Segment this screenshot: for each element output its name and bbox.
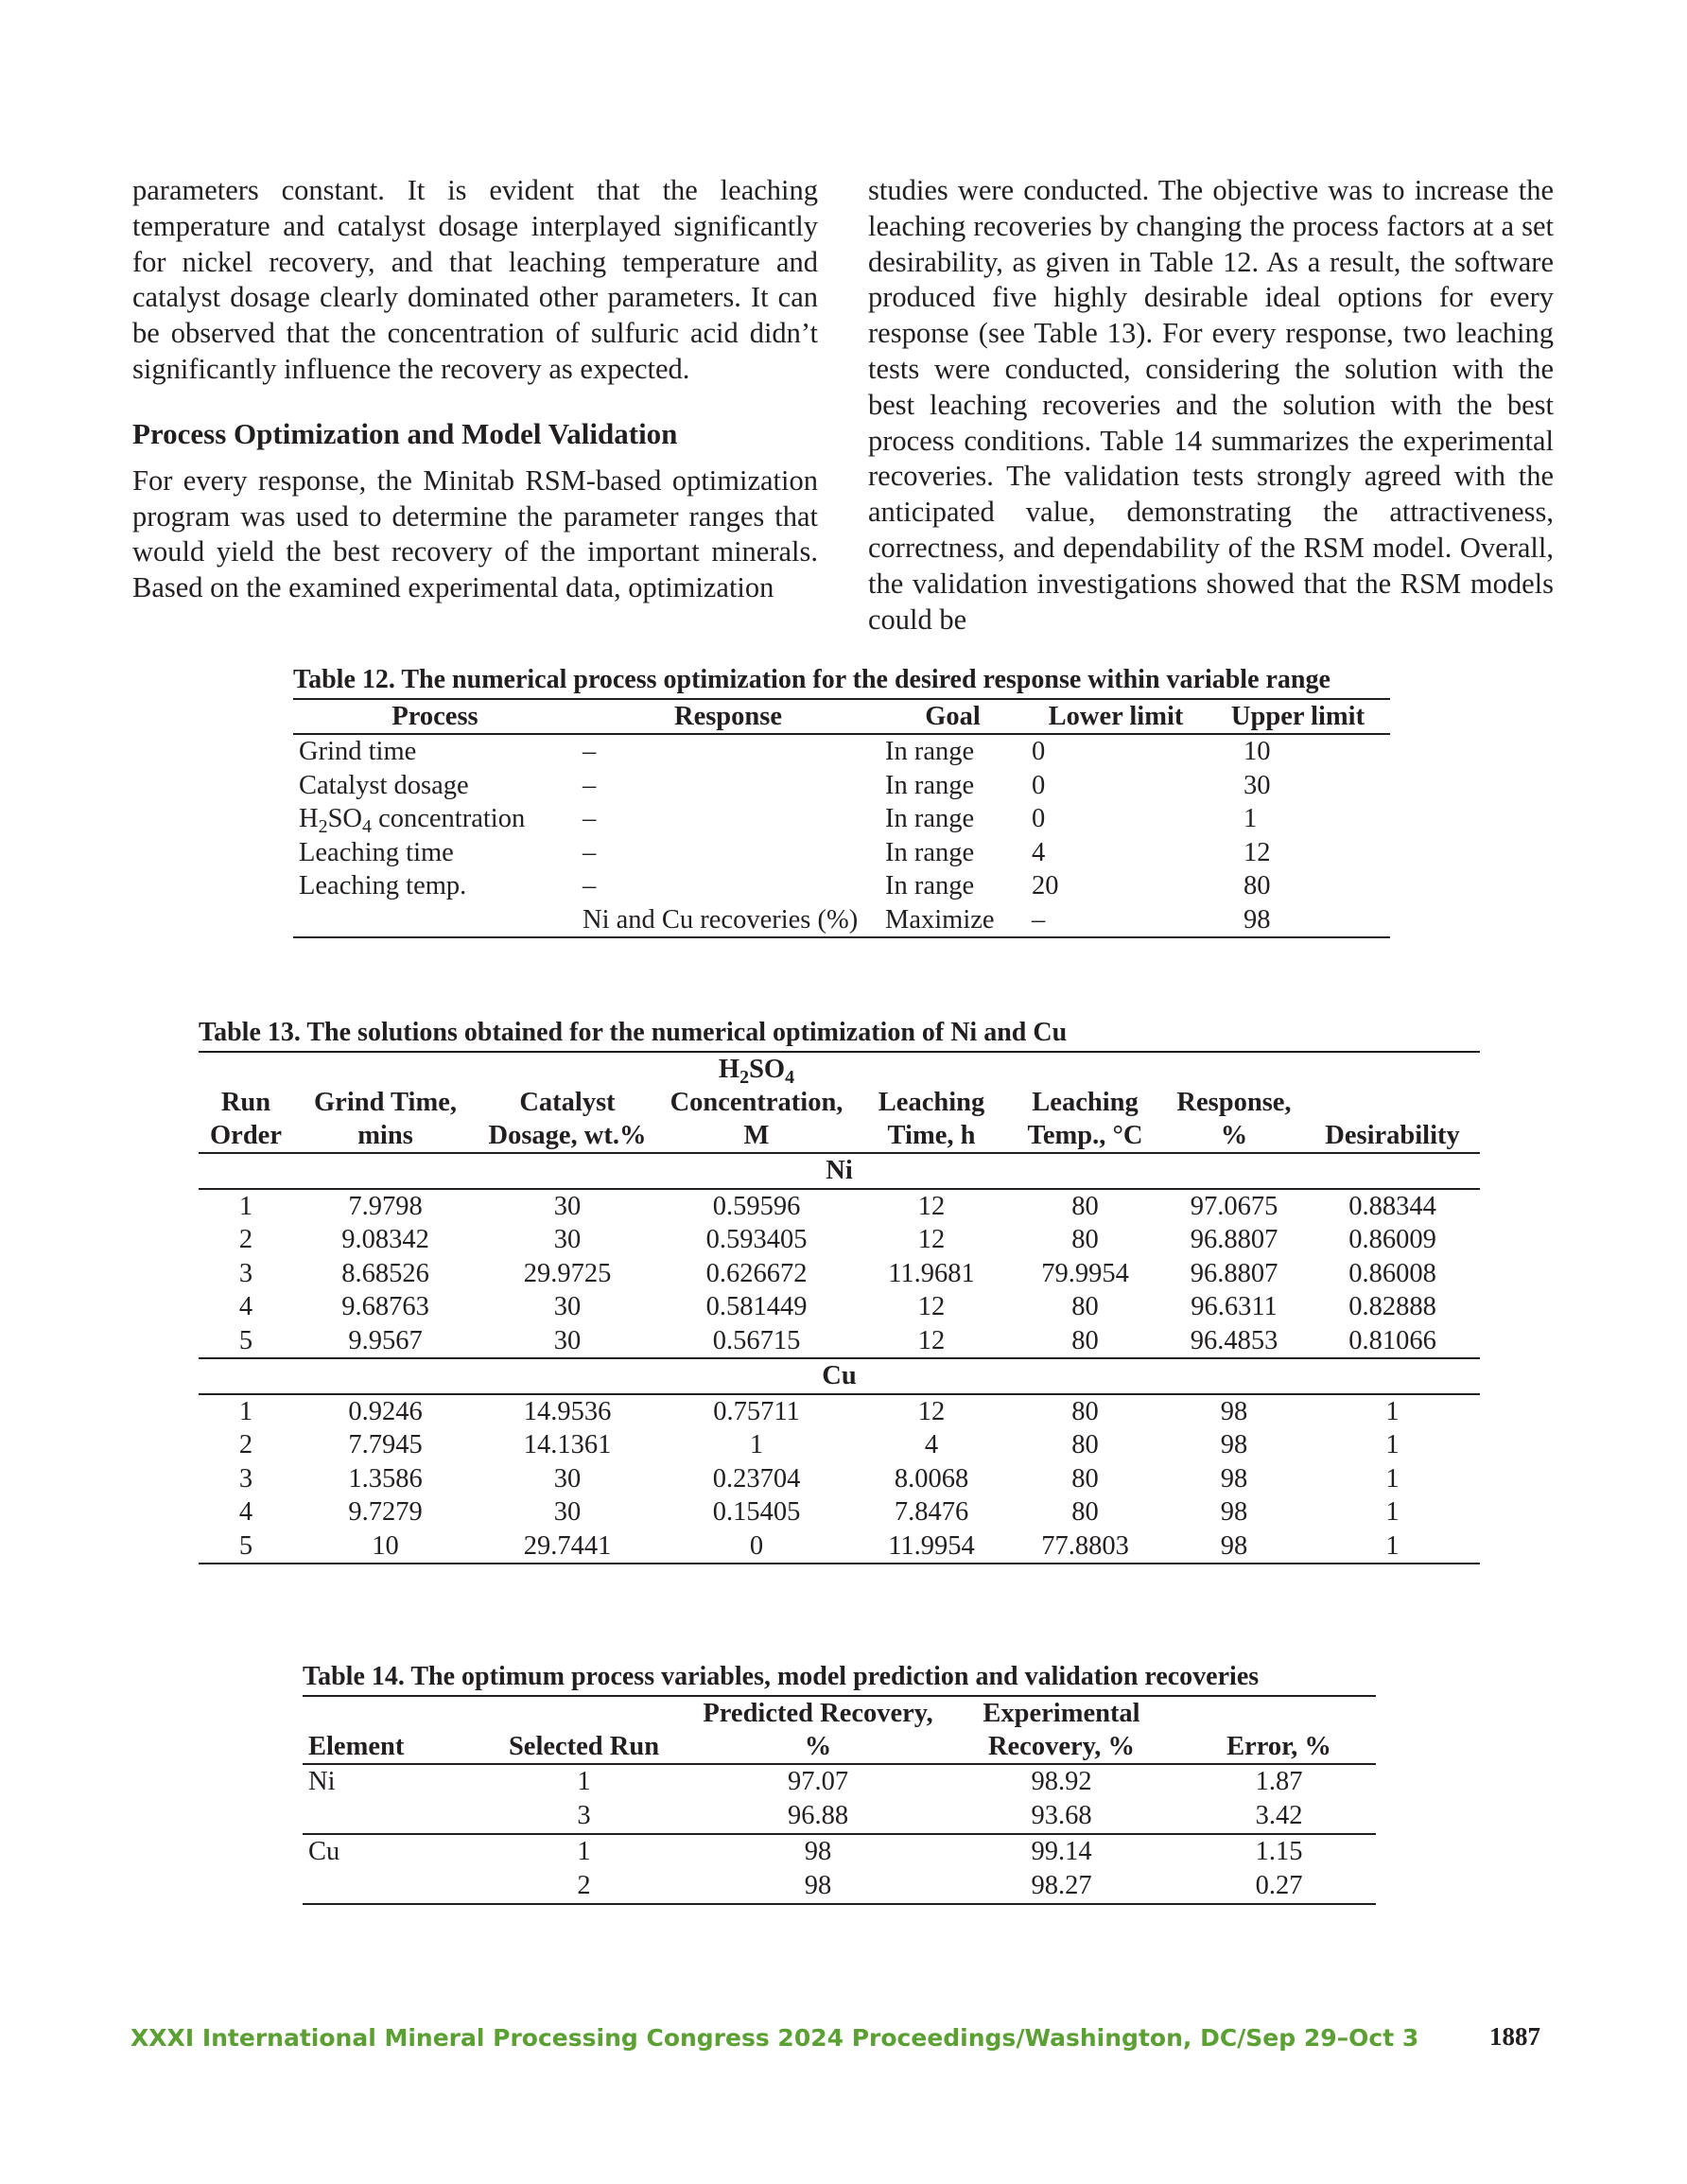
table-cell: 30: [553, 1225, 582, 1254]
table-cell: 8.68526: [341, 1258, 429, 1288]
table-cell: 1: [1244, 804, 1258, 833]
table-cell: $H_2SO_4$ concentration: [299, 804, 526, 837]
table-cell: 0.27: [1182, 1869, 1376, 1904]
table-cell: 0.75711: [713, 1396, 800, 1426]
table-cell: 14.1361: [523, 1430, 612, 1459]
table-cell: 30: [478, 1324, 657, 1359]
table-14-header-error: Error, %: [1182, 1696, 1376, 1764]
right-paragraph-1: studies were conducted. The objective was to increase the leaching recoveries by changing the process factors at a set desirability, as given in Table 12. As a result, the software produced five highly desirable ideal options for every response (see Table 13). For every response, two leaching tests were conducted, considering the solution with the best leaching recoveries and the solution with the best process conditions. Table 14 summarizes the experimental recoveries. The validation tests strongly agreed with the anticipated value, demonstrating the attractiveness, correctness, and dependability of the RSM model. Overall, the validation investigations showed that the RSM models could be: [868, 174, 1554, 636]
table-cell: 1.87: [1255, 1767, 1303, 1796]
table-cell: 0: [1032, 770, 1046, 800]
table-cell: 98: [1220, 1497, 1248, 1527]
table-cell: Leaching temp.: [299, 871, 467, 900]
table-cell: 12: [917, 1292, 946, 1321]
table-row: [199, 1223, 1480, 1257]
table-cell: –: [583, 770, 597, 800]
left-paragraph-1: parameters constant. It is evident that the leaching temperature and catalyst dosage interplayed significantly for nickel recovery, and that leaching temperature and catalyst dosage clearly dominated other parameters. It can be observed that the concentration of sulfuric acid didn’t significantly influence the recovery as expected.: [132, 174, 818, 385]
table-cell: 96.6311: [1191, 1292, 1278, 1321]
table-cell: 9.08342: [341, 1225, 429, 1254]
table-12-header-response: Response: [577, 699, 879, 734]
table-cell: 1: [577, 1837, 591, 1866]
table-cell: 80: [1071, 1225, 1099, 1254]
table-cell: 98.92: [1031, 1767, 1092, 1796]
table-cell: 20: [1032, 871, 1059, 900]
table-12: [293, 664, 1390, 938]
table-cell: 4: [924, 1430, 939, 1459]
table-cell: 12: [917, 1191, 946, 1221]
table-cell: 7.7945: [348, 1430, 423, 1459]
table-group-label: Ni: [199, 1153, 1480, 1189]
table-cell: 0: [1032, 804, 1046, 833]
table-12-header-upper-limit: Upper limit: [1206, 699, 1390, 734]
table-row: [199, 1324, 1480, 1359]
table-12-caption: Table 12. The numerical process optimization for the desired response within variable range: [293, 665, 1330, 694]
table-cell: 2: [473, 1869, 695, 1904]
section-heading: Process Optimization and Model Validation: [132, 416, 678, 450]
table-row: [303, 1869, 1376, 1904]
table-cell: In range: [885, 871, 975, 900]
table-12-grid: [293, 698, 1390, 938]
table-13-header-leaching-temp: Leaching Temp., °C: [1007, 1052, 1163, 1153]
table-cell: –: [583, 804, 597, 833]
table-cell: 2: [238, 1225, 253, 1254]
table-cell: 0.23704: [712, 1463, 801, 1494]
table-13-header-leaching-time: Leaching Time, h: [856, 1052, 1007, 1153]
table-cell: 98.27: [941, 1869, 1182, 1904]
table-cell: 0: [1032, 737, 1046, 766]
table-13-header-desirability: Desirability: [1305, 1052, 1480, 1153]
table-cell: 14.9536: [523, 1396, 612, 1426]
table-cell: –: [583, 871, 597, 900]
table-row: [293, 802, 1390, 836]
table-cell: 80: [1071, 1292, 1099, 1321]
table-cell: [303, 1869, 473, 1904]
table-cell: 79.9954: [1041, 1258, 1129, 1288]
table-cell: 12: [917, 1225, 946, 1254]
table-cell: 11.9954: [856, 1529, 1007, 1564]
table-cell: 3: [238, 1463, 253, 1494]
table-row: [199, 1495, 1480, 1529]
table-cell: 80: [1071, 1463, 1099, 1494]
table-cell: 1: [577, 1767, 591, 1796]
table-cell: 29.7441: [478, 1529, 657, 1564]
table-cell: 5: [199, 1324, 293, 1359]
table-cell: 93.68: [941, 1799, 1182, 1834]
table-cell: 12: [917, 1396, 946, 1426]
table-cell: 0.86009: [1348, 1225, 1436, 1254]
table-row: [199, 1257, 1480, 1291]
table-cell: 0.86008: [1348, 1258, 1436, 1288]
table-cell: 30: [553, 1463, 582, 1494]
table-cell: 0.88344: [1348, 1191, 1436, 1221]
table-cell: 98: [804, 1837, 832, 1866]
table-cell: 29.9725: [523, 1258, 612, 1288]
table-cell: 80: [1007, 1324, 1163, 1359]
table-cell: 0.9246: [348, 1396, 423, 1426]
table-cell: 77.8803: [1007, 1529, 1163, 1564]
table-cell: 30: [553, 1497, 582, 1527]
table-cell: 80: [1244, 871, 1271, 900]
table-cell: Leaching time: [299, 837, 454, 867]
page-number: 1887: [1489, 2022, 1540, 2051]
table-cell: 80: [1071, 1191, 1099, 1221]
table-cell: In range: [885, 804, 975, 833]
table-13-caption: Table 13. The solutions obtained for the numerical optimization of Ni and Cu: [199, 1018, 1068, 1047]
table-cell: 1: [1385, 1396, 1400, 1426]
footer-text: XXXI International Mineral Processing Congress 2024 Proceedings/Washington, DC/Sep 29–Oct 3: [130, 2024, 1419, 2052]
table-cell: –: [583, 837, 597, 867]
table-13-header-h2so4-concentration: $H_2SO_4$ Concentration, M: [657, 1052, 856, 1153]
table-13-grid: [199, 1051, 1480, 1564]
table-cell: 96.4853: [1163, 1324, 1305, 1359]
table-13: [199, 1017, 1480, 1564]
table-cell: 3: [238, 1258, 253, 1288]
table-cell: 3.42: [1182, 1799, 1376, 1834]
table-cell: [303, 1799, 473, 1834]
table-cell: 1: [1385, 1463, 1400, 1494]
table-cell: 98: [1220, 1463, 1248, 1494]
table-cell: 4: [238, 1292, 253, 1321]
table-cell: Maximize: [879, 903, 1026, 938]
table-cell: –: [583, 737, 597, 766]
table-cell: 0.59596: [712, 1191, 801, 1221]
table-cell: 0.593405: [705, 1225, 808, 1254]
table-cell: 1: [1305, 1529, 1480, 1564]
table-cell: 0.56715: [657, 1324, 856, 1359]
table-cell: 0.581449: [705, 1292, 808, 1321]
table-cell: 97.0675: [1190, 1191, 1278, 1221]
table-13-header-grind-time: Grind Time, mins: [293, 1052, 478, 1153]
table-14-header-experimental-recovery: Experimental Recovery, %: [941, 1696, 1182, 1764]
table-cell: 96.8807: [1190, 1225, 1278, 1254]
table-row: [293, 869, 1390, 903]
table-row: [303, 1834, 1376, 1869]
table-cell: 1: [238, 1191, 253, 1221]
table-14-header-predicted-recovery: Predicted Recovery, %: [695, 1696, 941, 1764]
table-cell: 30: [1244, 770, 1271, 800]
table-cell: 80: [1071, 1430, 1099, 1459]
table-cell: 1: [749, 1430, 764, 1459]
table-cell: 0: [657, 1529, 856, 1564]
table-cell: 11.9681: [888, 1258, 975, 1288]
table-cell: Ni: [308, 1767, 336, 1796]
table-row: [293, 903, 1390, 938]
table-row: [293, 769, 1390, 803]
table-14-header-selected-run: Selected Run: [473, 1696, 695, 1764]
table-group-label: Cu: [199, 1358, 1480, 1394]
table-row: [303, 1764, 1376, 1799]
table-row: [199, 1189, 1480, 1224]
table-row: [293, 734, 1390, 769]
table-14-grid: [303, 1695, 1376, 1905]
table-cell: 98: [695, 1869, 941, 1904]
table-row: [199, 1529, 1480, 1564]
table-cell: 1.15: [1255, 1837, 1303, 1866]
table-cell: 12: [1244, 837, 1271, 867]
table-cell: 2: [238, 1430, 253, 1459]
table-cell: 9.68763: [341, 1292, 429, 1321]
table-cell: 10: [1244, 737, 1271, 766]
left-column: [132, 173, 818, 606]
table-cell: 7.9798: [348, 1191, 423, 1221]
table-cell: 0.15405: [712, 1497, 801, 1527]
table-cell: 99.14: [1031, 1837, 1092, 1866]
table-cell: Catalyst dosage: [299, 770, 469, 800]
table-cell: 10: [293, 1529, 478, 1564]
left-paragraph-2: For every response, the Minitab RSM-based optimization program was used to determine the parameter ranges that would yield the best recovery of the important minerals. Based on the examined experimental data, optimization: [132, 463, 818, 604]
table-cell: –: [1026, 903, 1206, 938]
table-cell: 80: [1071, 1497, 1099, 1527]
table-row: [303, 1799, 1376, 1834]
table-cell: 96.8807: [1190, 1258, 1278, 1288]
table-14-caption: Table 14. The optimum process variables, model prediction and validation recoveries: [303, 1662, 1260, 1691]
table-row: [199, 1462, 1480, 1496]
table-row: [293, 836, 1390, 870]
table-cell: 0.82888: [1348, 1292, 1436, 1321]
table-cell: 0.81066: [1305, 1324, 1480, 1359]
table-cell: 98: [1220, 1430, 1248, 1459]
table-cell: In range: [885, 737, 975, 766]
table-cell: Cu: [308, 1837, 340, 1866]
table-cell: 0.626672: [705, 1258, 808, 1288]
right-column: [868, 173, 1554, 638]
table-cell: 12: [856, 1324, 1007, 1359]
table-13-header-catalyst-dosage: Catalyst Dosage, wt.%: [478, 1052, 657, 1153]
table-cell: 98: [1206, 903, 1390, 938]
table-cell: 1: [1385, 1497, 1400, 1527]
table-cell: 80: [1071, 1396, 1099, 1426]
table-cell: In range: [885, 837, 975, 867]
table-cell: 7.8476: [894, 1497, 969, 1527]
table-cell: 1: [1385, 1430, 1400, 1459]
table-cell: 30: [553, 1191, 582, 1221]
table-cell: 1.3586: [348, 1463, 423, 1494]
table-cell: 9.9567: [293, 1324, 478, 1359]
table-13-body: [199, 1153, 1480, 1564]
table-13-header-run-order: Run Order: [199, 1052, 293, 1153]
table-cell: 30: [553, 1292, 582, 1321]
table-cell: 4: [1032, 837, 1046, 867]
table-cell: 4: [238, 1497, 253, 1527]
table-14-header-element: Element: [303, 1696, 473, 1764]
table-cell: 98: [1163, 1529, 1305, 1564]
table-cell: 96.88: [695, 1799, 941, 1834]
table-12-header-lower-limit: Lower limit: [1026, 699, 1206, 734]
table-group-row: [199, 1153, 1480, 1189]
table-cell: 98: [1220, 1396, 1248, 1426]
table-13-header-response: Response, %: [1163, 1052, 1305, 1153]
table-cell: [293, 903, 577, 938]
table-cell: Ni and Cu recoveries (%): [577, 903, 879, 938]
table-cell: 97.07: [787, 1767, 849, 1796]
table-cell: 1: [238, 1396, 253, 1426]
table-12-header-process: Process: [293, 699, 577, 734]
table-row: [199, 1290, 1480, 1324]
table-cell: 5: [199, 1529, 293, 1564]
table-14: [303, 1661, 1376, 1905]
table-group-row: [199, 1358, 1480, 1394]
table-row: [199, 1394, 1480, 1429]
table-cell: In range: [885, 770, 975, 800]
table-cell: 3: [473, 1799, 695, 1834]
table-row: [199, 1428, 1480, 1462]
table-cell: 8.0068: [894, 1463, 969, 1494]
table-12-header-goal: Goal: [879, 699, 1026, 734]
table-cell: 9.7279: [348, 1497, 423, 1527]
table-cell: Grind time: [299, 737, 417, 766]
